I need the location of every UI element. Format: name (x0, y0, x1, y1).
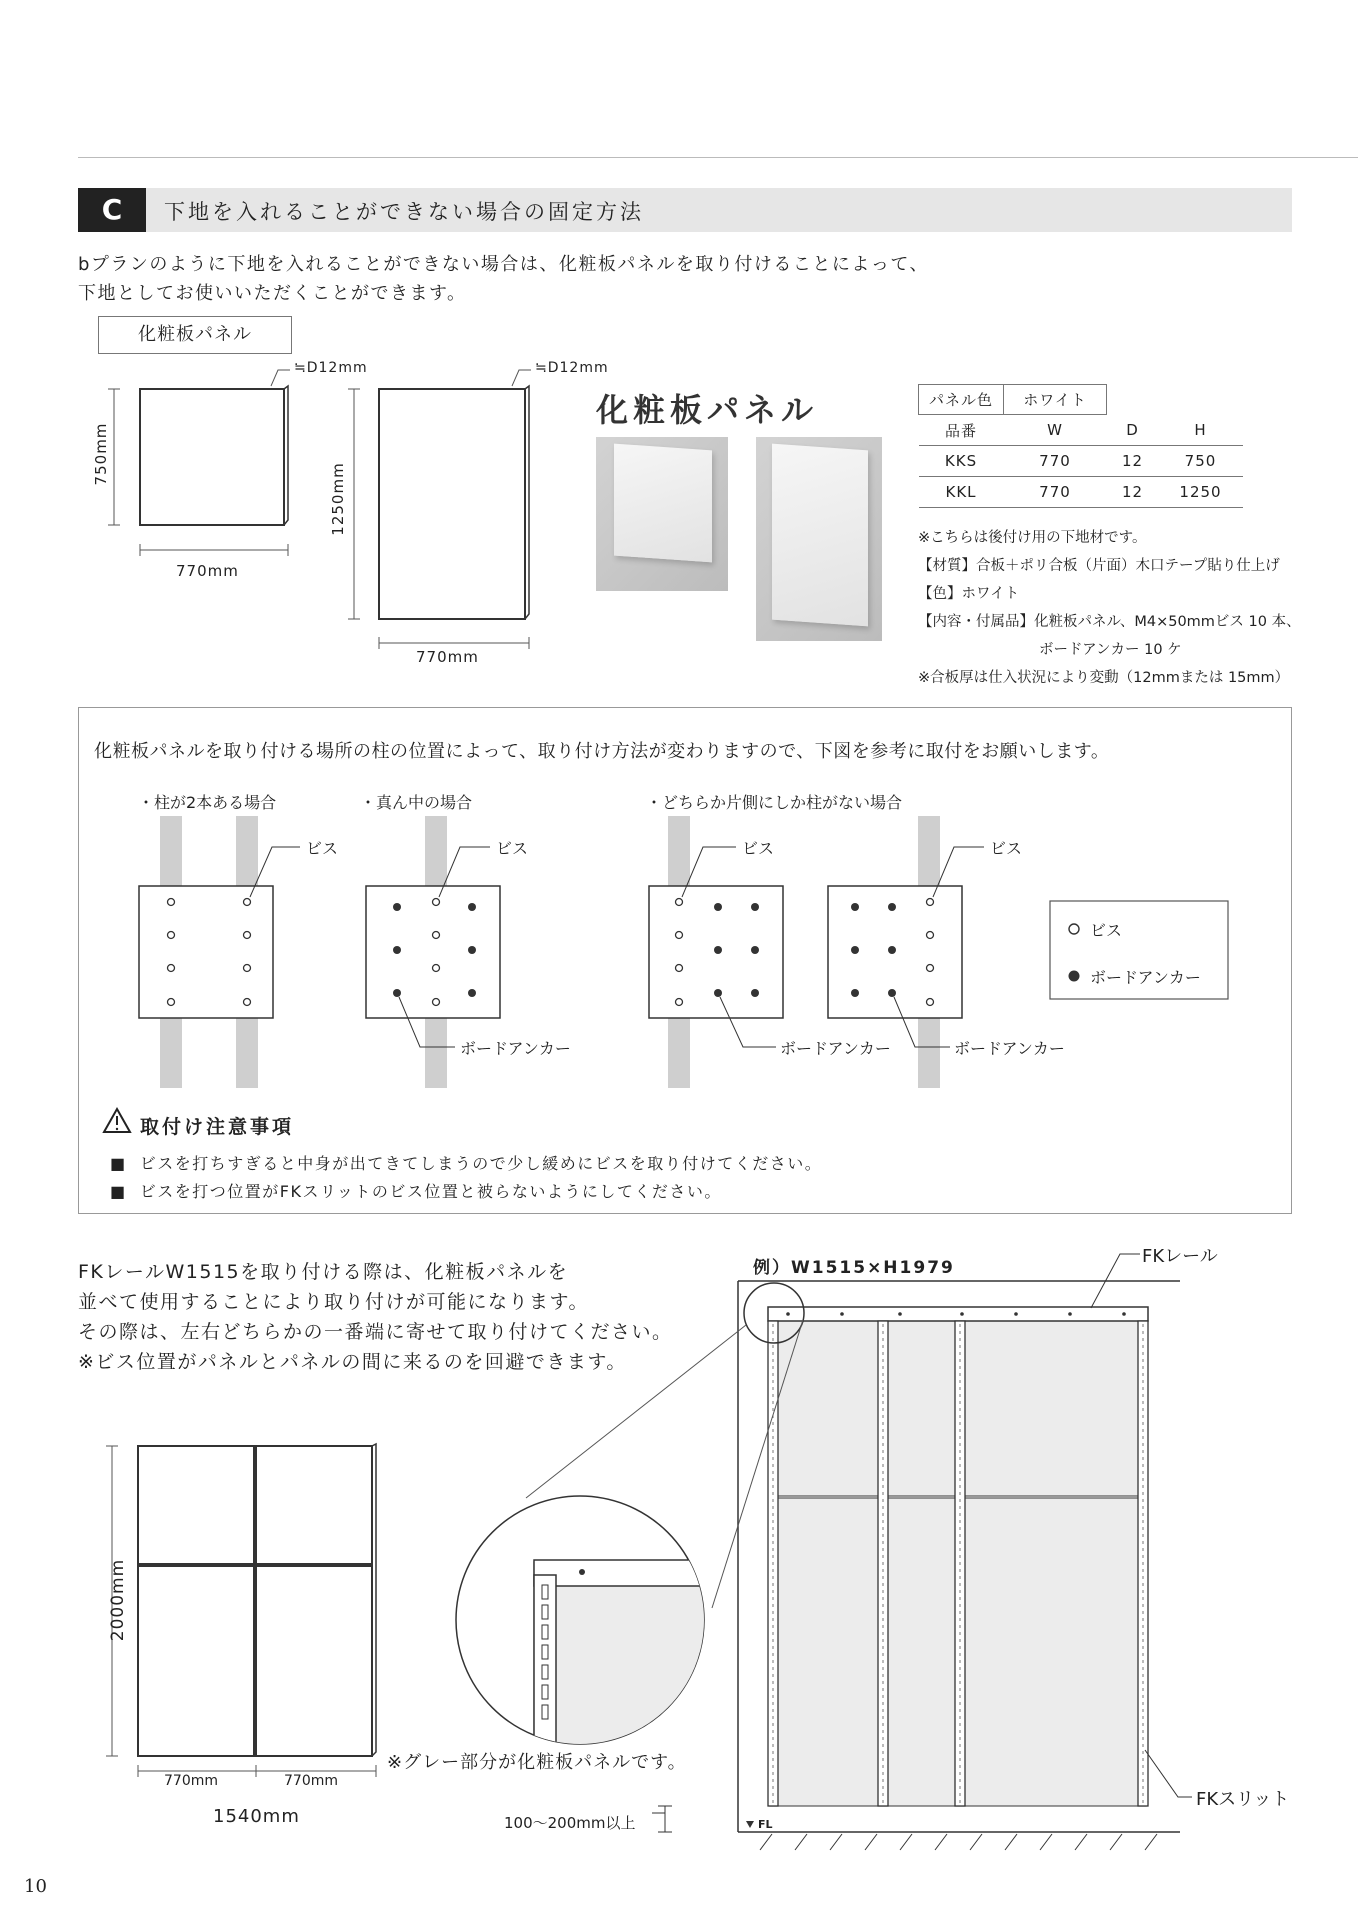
spec-cell: 1250 (1179, 483, 1222, 501)
note-line: 【色】ホワイト (918, 586, 1020, 602)
fk-line-1: FKレールW1515を取り付ける際は、化粧板パネルを (78, 1261, 569, 1283)
case-two-studs: ・柱が2本ある場合 (138, 793, 277, 812)
note-line: 【内容・付属品】化粧板パネル、M4×50mmビス 10 本、 (918, 614, 1301, 630)
spec-header-code: 品番 (944, 421, 977, 440)
fk-line-2: 並べて使用することにより取り付けが可能になります。 (78, 1291, 589, 1313)
caution-item: ■ ビスを打つ位置がFKスリットのビス位置と被らないようにしてください。 (110, 1182, 722, 1201)
clearance-label: 100〜200mm以上 (504, 1814, 636, 1832)
spec-header-w: W (1047, 421, 1063, 439)
caution-item: ■ ビスを打ちすぎると中身が出てきてしまうので少し緩めにビスを取り付けてください。 (110, 1154, 823, 1173)
fk-slit-label: FKスリット (1196, 1789, 1290, 1810)
screw-label-3: ビス (742, 839, 775, 858)
product-title: 化粧板パネル (596, 391, 819, 429)
legend-anchor: ボードアンカー (1090, 968, 1201, 987)
case-center-stud: ・真ん中の場合 (360, 793, 473, 812)
fl-label: FL (758, 1818, 773, 1831)
screw-label-2: ビス (496, 839, 529, 858)
case-one-side-stud: ・どちらか片側にしか柱がない場合 (646, 793, 903, 812)
gray-panel-note: ※グレー部分が化粧板パネルです。 (387, 1752, 687, 1773)
width-1540-label: 1540mm (213, 1806, 300, 1827)
spec-header-h: H (1194, 420, 1207, 439)
screw-label-4: ビス (990, 839, 1023, 858)
depth-label-tall: ≒D12mm (535, 360, 609, 376)
panel-label-box: 化粧板パネル (98, 316, 292, 354)
note-line: ※合板厚は仕入状況により変動（12mmまたは 15mm） (918, 670, 1290, 686)
fk-rail-label: FKレール (1142, 1246, 1218, 1267)
height-1250-label: 1250mm (329, 462, 347, 536)
mounting-lead: 化粧板パネルを取り付ける場所の柱の位置によって、取り付け方法が変わりますので、下図を参考に取付をお願いします。 (94, 741, 1110, 762)
anchor-label-1: ボードアンカー (460, 1039, 571, 1058)
spec-cell: 12 (1121, 483, 1144, 501)
spec-color-value: ホワイト (1004, 385, 1107, 415)
spec-cell: KKS (944, 452, 978, 470)
spec-cell: 770 (1039, 483, 1071, 501)
fk-line-4: ※ビス位置がパネルとパネルの間に来るのを回避できます。 (78, 1351, 627, 1373)
note-line: ボードアンカー 10 ケ (1039, 642, 1182, 658)
fk-line-3: その際は、左右どちらかの一番端に寄せて取り付けてください。 (78, 1321, 673, 1343)
spec-color-label: パネル色 (919, 385, 1004, 415)
width-770-left-label: 770mm (164, 1773, 218, 1789)
width-770-label-small: 770mm (176, 562, 239, 580)
width-770-label-tall: 770mm (416, 648, 479, 666)
anchor-label-2: ボードアンカー (780, 1039, 891, 1058)
note-line: ※こちらは後付け用の下地材です。 (918, 530, 1147, 546)
depth-label-small: ≒D12mm (294, 360, 368, 376)
width-770-right-label: 770mm (284, 1773, 338, 1789)
anchor-label-3: ボードアンカー (954, 1039, 1065, 1058)
page-number: 10 (24, 1876, 47, 1897)
intro-line-1: bプランのように下地を入れることができない場合は、化粧板パネルを取り付けることによって、 (78, 254, 930, 275)
screw-label-1: ビス (306, 839, 339, 858)
section-letter: C (78, 188, 146, 232)
example-size-label: 例）W1515×H1979 (753, 1258, 955, 1278)
spec-cell: 12 (1121, 452, 1144, 470)
spec-header-d: D (1126, 420, 1139, 439)
legend-screw: ビス (1090, 921, 1123, 940)
intro-line-2: 下地としてお使いいただくことができます。 (78, 283, 467, 304)
bullet-square-icon: ■ (110, 1182, 140, 1201)
note-line: 【材質】合板＋ポリ合板（片面）木口テープ貼り仕上げ (918, 558, 1280, 574)
spec-cell: 750 (1184, 452, 1217, 470)
height-2000-label: 2000mm (108, 1558, 128, 1642)
caution-title: 取付け注意事項 (140, 1116, 295, 1138)
height-750-label: 750mm (92, 422, 110, 486)
spec-cell: 770 (1039, 452, 1071, 470)
bullet-square-icon: ■ (110, 1154, 140, 1173)
spec-cell: KKL (945, 483, 977, 501)
section-title: 下地を入れることができない場合の固定方法 (164, 200, 644, 224)
